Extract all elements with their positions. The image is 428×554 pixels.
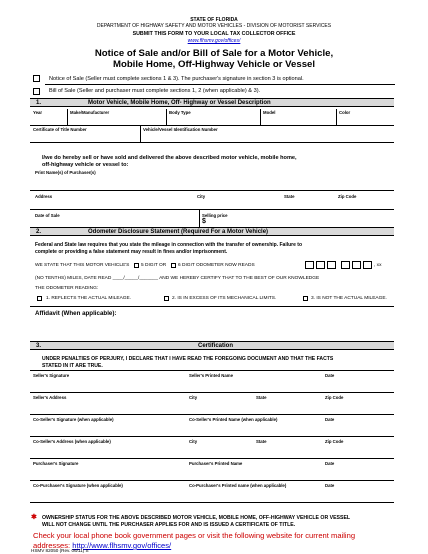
odometer-digit-4[interactable] (341, 261, 350, 269)
divider (30, 125, 394, 126)
divider (30, 306, 394, 307)
section-1-number: 1. (36, 99, 42, 106)
offices-link[interactable]: www.flhsmv.gov/offices/ (187, 38, 241, 44)
divider (30, 480, 394, 481)
model-label: Model (263, 110, 276, 115)
cert-row-6-label-1: Co-Purchaser's Signature (when applicable) (33, 483, 123, 488)
sale-statement-line2: off-highway vehicle or vessel to: (42, 162, 129, 168)
excess-limits-checkbox[interactable] (164, 296, 169, 301)
five-digit-checkbox[interactable] (134, 263, 139, 268)
section-2-title: Odometer Disclosure Statement (Required For a Motor Vehicle) (88, 228, 269, 235)
title-number-label: Certificate of Title Number (33, 127, 87, 132)
divider (336, 109, 337, 125)
address-label: Address (35, 194, 53, 199)
odometer-law-line2: complete or providing a false statement may result in fines and/or imprisonment. (35, 249, 228, 255)
not-actual-checkbox[interactable] (303, 296, 308, 301)
department-heading: DEPARTMENT OF HIGHWAY SAFETY AND MOTOR VEHICLES - DIVISION OF MOTORIST SERVICES (96, 23, 332, 29)
asterisk-icon: ✱ (31, 514, 37, 521)
cert-row-6-label-2: Co-Purchaser's Printed name (when applicable) (189, 483, 287, 488)
form-number: HSMV 82050 (Rev. 06/11) S (31, 548, 89, 553)
section-1-title: Motor Vehicle, Mobile Home, Off- Highway or Vessel Description (88, 99, 271, 106)
submit-instruction: SUBMIT THIS FORM TO YOUR LOCAL TAX COLLECTOR OFFICE (132, 31, 296, 37)
selling-price-label: Selling price (202, 213, 228, 218)
vin-label: Vehicle/Vessel Identification Number (143, 127, 218, 132)
cert-row-3-label-2: Co-Seller's Printed Name (when applicable) (189, 417, 278, 422)
five-digit-label: 5 DIGIT OR (141, 263, 167, 268)
cert-row-4-label-2: City (189, 439, 198, 444)
color-label: Color (339, 110, 351, 115)
divider (45, 84, 395, 85)
year-label: Year (33, 110, 43, 115)
odometer-reading-label: THE ODOMETER READING: (35, 286, 99, 291)
cert-row-3-label-4: Date (325, 417, 335, 422)
odometer-xx: , xx (374, 263, 382, 268)
notice-of-sale-label: Notice of Sale (Seller must complete sections 1 & 3). The purchaser's signature in section 3 is optional. (49, 76, 304, 82)
cert-row-4-label-4: Zip Code (325, 439, 344, 444)
offices-url-link[interactable]: http://www.flhsmv.gov/offices/ (72, 541, 172, 550)
date-of-sale-label: Date of Sale (35, 213, 60, 218)
perjury-statement-line2: STATED IN IT ARE TRUE. (42, 363, 103, 369)
purchaser-names-label: Print Name(s) of Purchaser(s) (35, 170, 96, 175)
odometer-digit-6[interactable] (363, 261, 372, 269)
check-offices-line1: Check your local phone book government pages or visit the following website for current mailing (33, 531, 356, 540)
six-digit-label: 6 DIGIT ODOMETER NOW READS (178, 263, 255, 268)
odometer-statement-label: WE STATE THAT THIS MOTOR VEHICLE'S (35, 263, 130, 268)
divider (30, 209, 394, 210)
cert-row-4-label-1: Co-Seller's Address (when applicable) (33, 439, 111, 444)
cert-row-5-label-1: Purchaser's Signature (33, 461, 79, 466)
cert-row-1-label-2: Seller's Printed Name (189, 373, 234, 378)
divider (30, 502, 394, 503)
divider (30, 370, 394, 371)
cert-row-2-label-2: City (189, 395, 198, 400)
cert-row-4-label-3: State (256, 439, 267, 444)
affidavit-label: Affidavit (When applicable): (35, 310, 117, 317)
divider (199, 210, 200, 227)
cert-row-5-label-2: Purchaser's Printed Name (189, 461, 243, 466)
divider (30, 436, 394, 437)
divider (30, 392, 394, 393)
divider (260, 109, 261, 125)
ownership-notice-line1: OWNERSHIP STATUS FOR THE ABOVE DESCRIBED MOTOR VEHICLE, MOBILE HOME, OFF-HIGHWAY VEHICLE OR VESSEL (42, 515, 351, 521)
state-heading: STATE OF FLORIDA (190, 17, 238, 23)
odometer-digit-5[interactable] (352, 261, 361, 269)
cert-row-1-label-4: Date (325, 373, 335, 378)
ownership-notice-line2: WILL NOT CHANGE UNTIL THE PURCHASER APPLIES FOR AND IS ISSUED A CERTIFICATE OF TITLE. (42, 521, 296, 528)
odometer-digit-1[interactable] (305, 261, 314, 269)
form-title-line1: Notice of Sale and/or Bill of Sale for a Motor Vehicle, (94, 48, 334, 59)
zip-label: Zip Code (338, 194, 357, 199)
cert-row-5-label-4: Date (325, 461, 335, 466)
city-label: City (197, 194, 206, 199)
divider (67, 109, 68, 125)
section-3-number: 3. (36, 342, 42, 349)
state-label: State (284, 194, 295, 199)
divider (166, 109, 167, 125)
cert-row-3-label-1: Co-Seller's Signature (when applicable) (33, 417, 114, 422)
divider (140, 126, 141, 142)
cert-row-2-label-4: Zip Code (325, 395, 344, 400)
form-title-line2: Mobile Home, Off-Highway Vehicle or Vessel (112, 59, 316, 70)
section-2-number: 2. (36, 228, 42, 235)
divider (30, 142, 394, 143)
dollar-sign: $ (202, 218, 206, 225)
not-actual-label: 3. IS NOT THE ACTUAL MILEAGE. (311, 296, 387, 301)
divider (30, 458, 394, 459)
perjury-statement-line1: UNDER PENALTIES OF PERJURY, I DECLARE THAT I HAVE READ THE FOREGOING DOCUMENT AND THAT THE FACTS (42, 356, 334, 362)
odometer-law-line1: Federal and State law requires that you state the mileage in connection with the transfer of ownership. Failure to (35, 242, 302, 248)
cert-row-1-label-1: Seller's Signature (33, 373, 70, 378)
make-label: Make/Manufacturer (70, 110, 110, 115)
check-offices-line2: addresses: (33, 541, 73, 550)
odometer-date-read: (NO TENTHS) MILES, DATE READ ____/_____/_______ AND WE HEREBY CERTIFY THAT TO THE BEST OF OUR KNOWLEDGE (35, 276, 320, 281)
excess-limits-label: 2. IS IN EXCESS OF ITS MECHANICAL LIMITS. (172, 296, 277, 301)
section-3-title: Certification (198, 342, 234, 349)
odometer-digit-3[interactable] (327, 261, 336, 269)
bill-of-sale-checkbox[interactable] (33, 88, 40, 95)
cert-row-6-label-4: Date (325, 483, 335, 488)
actual-mileage-label: 1. REFLECTS THE ACTUAL MILEAGE. (46, 296, 132, 301)
odometer-digit-2[interactable] (316, 261, 325, 269)
sale-statement-line1: I/we do hereby sell or have sold and delivered the above described motor vehicle, mobile home, (42, 155, 297, 161)
cert-row-2-label-3: State (256, 395, 267, 400)
cert-row-2-label-1: Seller's Address (33, 395, 67, 400)
divider (30, 190, 394, 191)
bill-of-sale-label: Bill of Sale (Seller and purchaser must complete sections 1, 2 (when applicable) & 3). (49, 88, 261, 94)
body-type-label: Body Type (169, 110, 191, 115)
actual-mileage-checkbox[interactable] (37, 296, 42, 301)
notice-of-sale-checkbox[interactable] (33, 75, 40, 82)
six-digit-checkbox[interactable] (171, 263, 176, 268)
divider (30, 414, 394, 415)
